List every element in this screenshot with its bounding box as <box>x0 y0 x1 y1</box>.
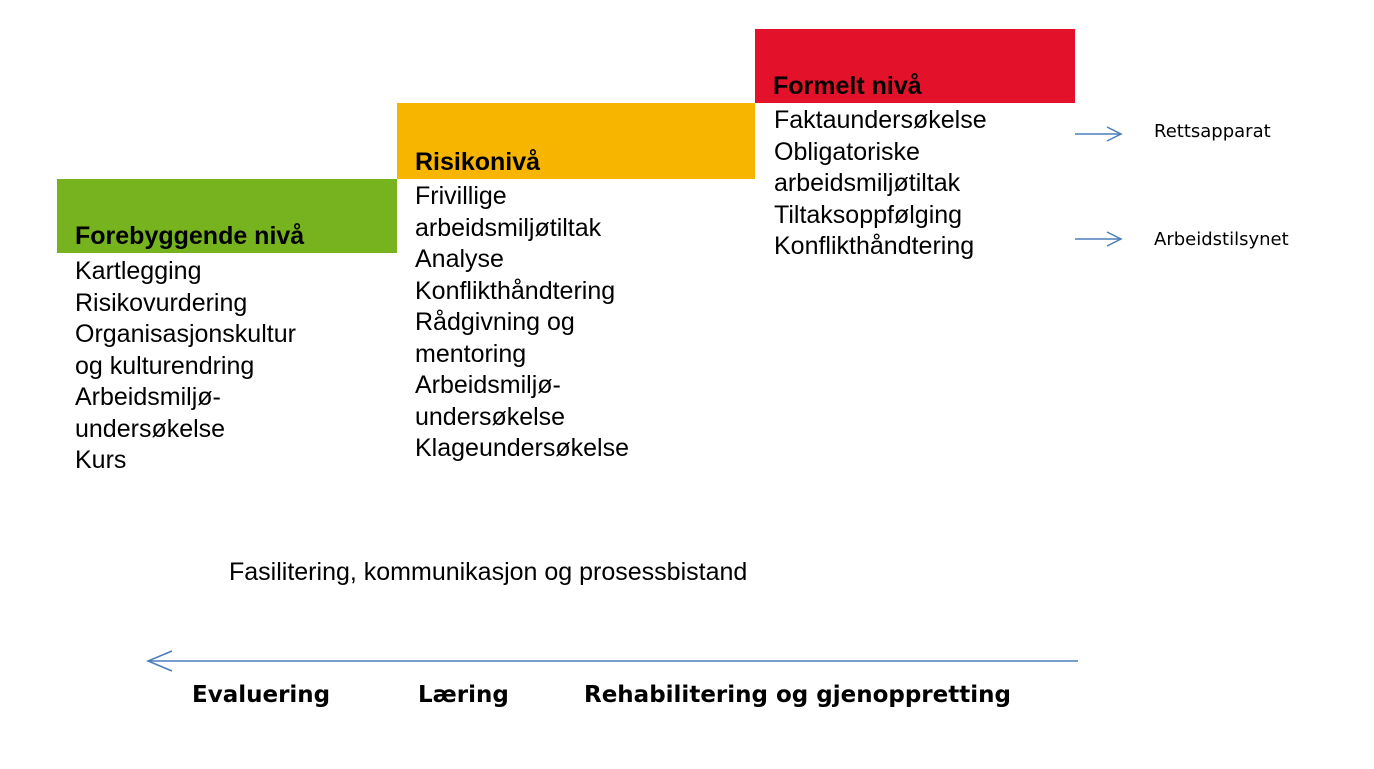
list-item: Frivillige arbeidsmiljøtiltak <box>415 182 602 242</box>
outlet-court: Rettsapparat <box>1154 121 1271 142</box>
facilitation-text: Fasilitering, kommunikasjon og prosessbistand <box>229 558 748 586</box>
arrow-right-icon <box>1073 229 1125 249</box>
list-item: Risikovurdering <box>75 288 248 317</box>
level-items-risk <box>415 181 755 465</box>
level-items-preventive <box>75 256 395 477</box>
list-item: Klageundersøkelse <box>415 434 630 462</box>
list-item: Tiltaksoppfølging <box>774 200 963 229</box>
label-evaluation: Evaluering <box>192 682 331 708</box>
level-title-preventive: Forebyggende nivå <box>75 222 305 250</box>
level-title-risk: Risikonivå <box>415 148 541 176</box>
level-header-preventive <box>57 179 397 253</box>
list-item: Konflikthåndtering <box>774 232 975 260</box>
outlet-inspectorate: Arbeidstilsynet <box>1154 229 1289 250</box>
label-rehabilitation: Rehabilitering og gjenoppretting <box>584 682 1011 708</box>
level-header-formal <box>755 29 1075 103</box>
list-item: Arbeidsmiljø- undersøkelse <box>415 371 566 431</box>
list-item: Organisasjonskultur og kulturendring <box>75 320 296 380</box>
level-items-formal <box>774 105 1074 263</box>
list-item: Obligatoriske arbeidsmiljøtiltak <box>774 137 961 197</box>
list-item: Rådgivning og mentoring <box>415 308 575 368</box>
list-item: Kurs <box>75 446 127 474</box>
level-header-risk <box>397 103 755 179</box>
arrow-left-icon <box>144 648 1080 674</box>
list-item: Kartlegging <box>75 257 202 285</box>
list-item: Konflikthåndtering <box>415 276 616 305</box>
list-item: Faktaundersøkelse <box>774 106 987 134</box>
list-item: Arbeidsmiljø- undersøkelse <box>75 383 226 443</box>
level-title-formal: Formelt nivå <box>773 72 922 100</box>
arrow-right-icon <box>1073 124 1125 144</box>
label-learning: Læring <box>418 682 509 708</box>
list-item: Analyse <box>415 245 504 273</box>
